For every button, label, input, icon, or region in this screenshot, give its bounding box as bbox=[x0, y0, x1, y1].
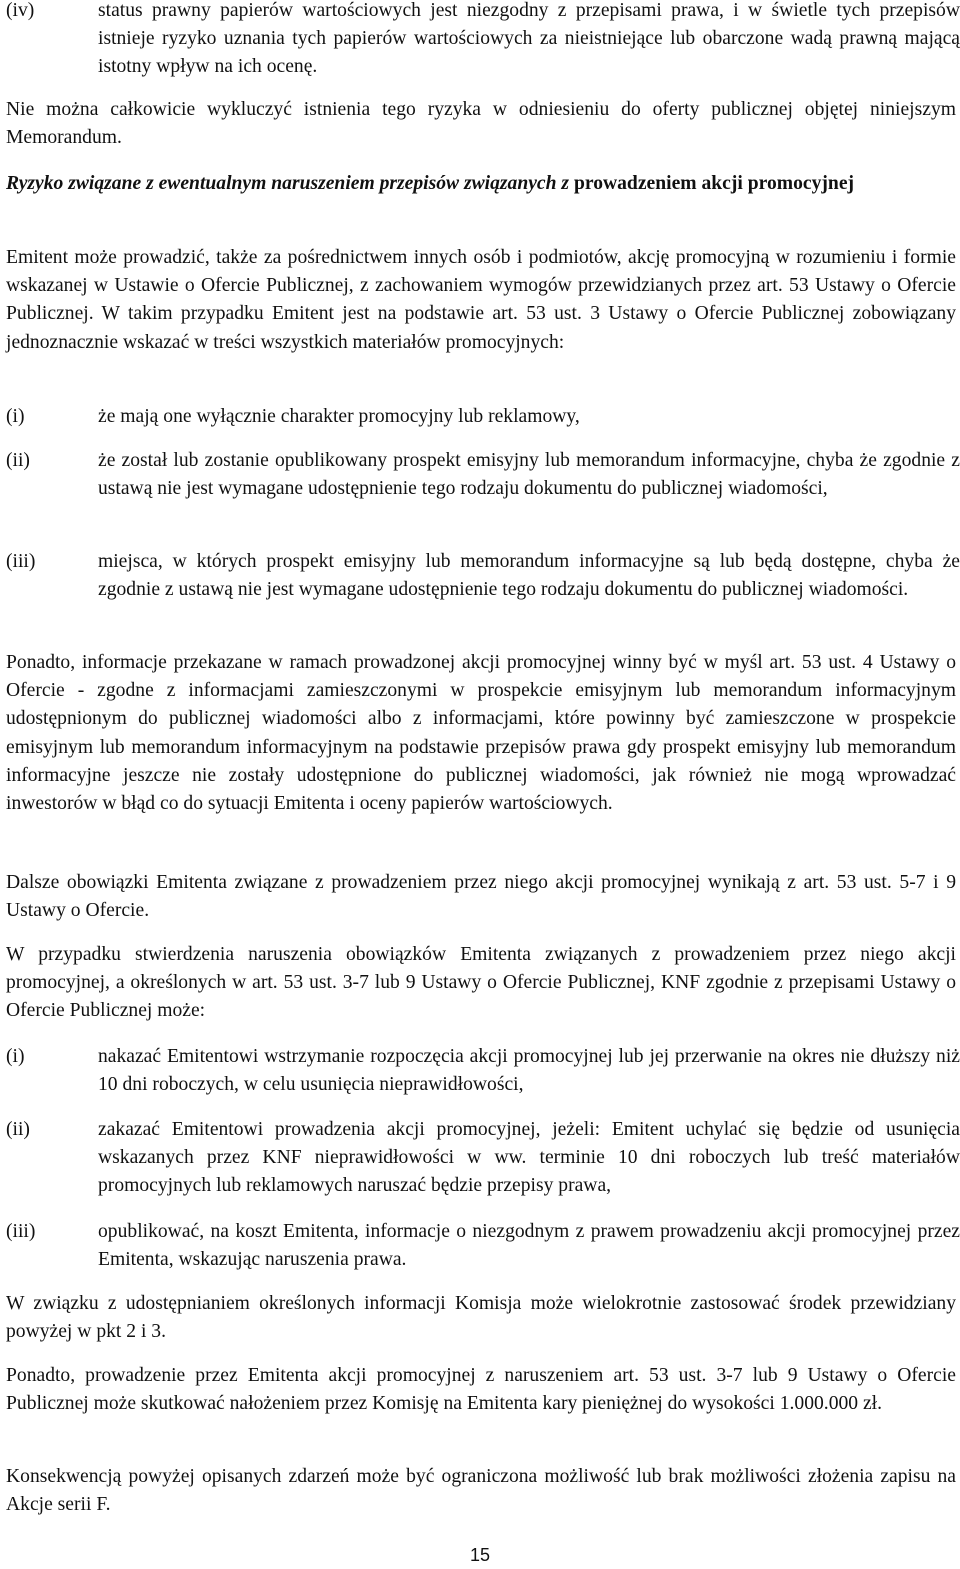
list-text: nakazać Emitentowi wstrzymanie rozpoczęcia akcji promocyjnej lub jej przerwanie na okres nie dłuższy niż 10 dni roboczych, w celu usunięcia nieprawidłowości, bbox=[98, 1046, 960, 1096]
heading-italic: Ryzyko związane z ewentualnym naruszeniem przepisów związanych z bbox=[6, 173, 574, 194]
list-label: (iv) bbox=[6, 0, 35, 21]
paragraph-knf-powers bbox=[6, 941, 956, 1026]
paragraph-text: W związku z udostępnianiem określonych informacji Komisja może wielokrotnie zastosować środek przewidziany powyżej w pkt 2 i 3. bbox=[6, 1293, 956, 1343]
list-label: (i) bbox=[6, 406, 25, 427]
paragraph-information bbox=[6, 649, 956, 818]
heading-rest: prowadzeniem akcji promocyjnej bbox=[573, 173, 855, 194]
list-label: (i) bbox=[6, 1046, 25, 1067]
list-label: (ii) bbox=[6, 450, 30, 471]
list-text: że został lub zostanie opublikowany prospekt emisyjny lub memorandum informacyjne, chyba że zgodnie z ustawą nie jest wymagane udostępnienie tego rodzaju dokumentu do publicznej wiadomości, bbox=[98, 450, 960, 500]
paragraph-consequence bbox=[6, 1463, 956, 1519]
page-number: 15 bbox=[469, 1545, 491, 1565]
paragraph-text: Konsekwencją powyżej opisanych zdarzeń może być ograniczona możliwość lub brak możliwości złożenia zapisu na Akcje serii F. bbox=[6, 1466, 956, 1516]
paragraph-penalty bbox=[6, 1362, 956, 1418]
paragraph-text: Ponadto, prowadzenie przez Emitenta akcji promocyjnej z naruszeniem art. 53 ust. 3-7 lub 9 Ustawy o Ofercie Publicznej może skutkować nałożeniem przez Komisję na Emitenta kary pieniężnej do wysokości 1.000.000 zł. bbox=[6, 1365, 956, 1415]
paragraph-text: Ponadto, informacje przekazane w ramach prowadzonej akcji promocyjnej winny być w myśl art. 53 ust. 4 Ustawy o Ofercie - zgodne z informacjami zamieszczonymi w prospekcie emisyjnym lub memorandum informacyjnym udostępnionym do publicznej wiadomości albo z informacjami, które powinny być zamieszczone w prospekcie emisyjnym lub memorandum informacyjnym na podstawie przepisów prawa gdy prospekt emisyjny lub memorandum informacyjne jeszcze nie zostały udostępnione do publicznej wiadomości, jak również nie mogą wprowadzać inwestorów w błąd co do sytuacji Emitenta i oceny papierów wartościowych. bbox=[6, 652, 956, 815]
list-label: (iii) bbox=[6, 551, 36, 572]
paragraph-text: W przypadku stwierdzenia naruszenia obowiązków Emitenta związanych z prowadzeniem przez niego akcji promocyjnej, a określonych w art. 53 ust. 3-7 lub 9 Ustawy o Ofercie Publicznej, KNF zgodnie z przepisami Ustawy o Ofercie Publicznej może: bbox=[6, 944, 956, 1022]
list-text: zakazać Emitentowi prowadzenia akcji promocyjnej, jeżeli: Emitent uchylać się będzie od usunięcia wskazanych przez KNF nieprawidłowości w ww. terminie 10 dni roboczych lub treść materiałów promocyjnych lub reklamowych naruszać będzie przepisy prawa, bbox=[98, 1119, 960, 1197]
list-text: miejsca, w których prospekt emisyjny lub memorandum informacyjne są lub będą dostępne, chyba że zgodnie z ustawą nie jest wymagane udostępnienie tego rodzaju dokumentu do publicznej wiadomości. bbox=[98, 551, 960, 601]
paragraph-promotion-intro bbox=[6, 244, 956, 357]
paragraph-risk-exclusion bbox=[6, 96, 956, 152]
paragraph-text: Nie można całkowicie wykluczyć istnienia tego ryzyka w odniesieniu do oferty publicznej objętej niniejszym Memorandum. bbox=[6, 99, 956, 149]
paragraph-text: Dalsze obowiązki Emitenta związane z prowadzeniem przez niego akcji promocyjnej wynikają z art. 53 ust. 5-7 i 9 Ustawy o Ofercie. bbox=[6, 872, 956, 922]
section-heading bbox=[6, 170, 956, 198]
paragraph-text: Emitent może prowadzić, także za pośrednictwem innych osób i podmiotów, akcję promocyjną w rozumieniu i formie wskazanej w Ustawie o Ofercie Publicznej, z zachowaniem wymogów przewidzianych przez art. 53 Ustawy o Ofercie Publicznej. W takim przypadku Emitent jest na podstawie art. 53 ust. 3 Ustawy o Ofercie Publicznej zobowiązany jednoznacznie wskazać w treści wszystkich materiałów promocyjnych: bbox=[6, 247, 956, 353]
list-text: opublikować, na koszt Emitenta, informacje o niezgodnym z prawem prowadzeniu akcji promocyjnej przez Emitenta, wskazując naruszenia prawa. bbox=[98, 1221, 960, 1271]
paragraph-further-obligations bbox=[6, 869, 956, 925]
list-label: (iii) bbox=[6, 1221, 36, 1242]
list-text: status prawny papierów wartościowych jest niezgodny z przepisami prawa, i w świetle tych przepisów istnieje ryzyko uznania tych papierów wartościowych za nieistniejące lub obarczone wadą prawną mającą istotny wpływ na ich ocenę. bbox=[98, 0, 960, 78]
list-label: (ii) bbox=[6, 1119, 30, 1140]
paragraph-commission bbox=[6, 1290, 956, 1346]
list-text: że mają one wyłącznie charakter promocyjny lub reklamowy, bbox=[98, 406, 580, 427]
